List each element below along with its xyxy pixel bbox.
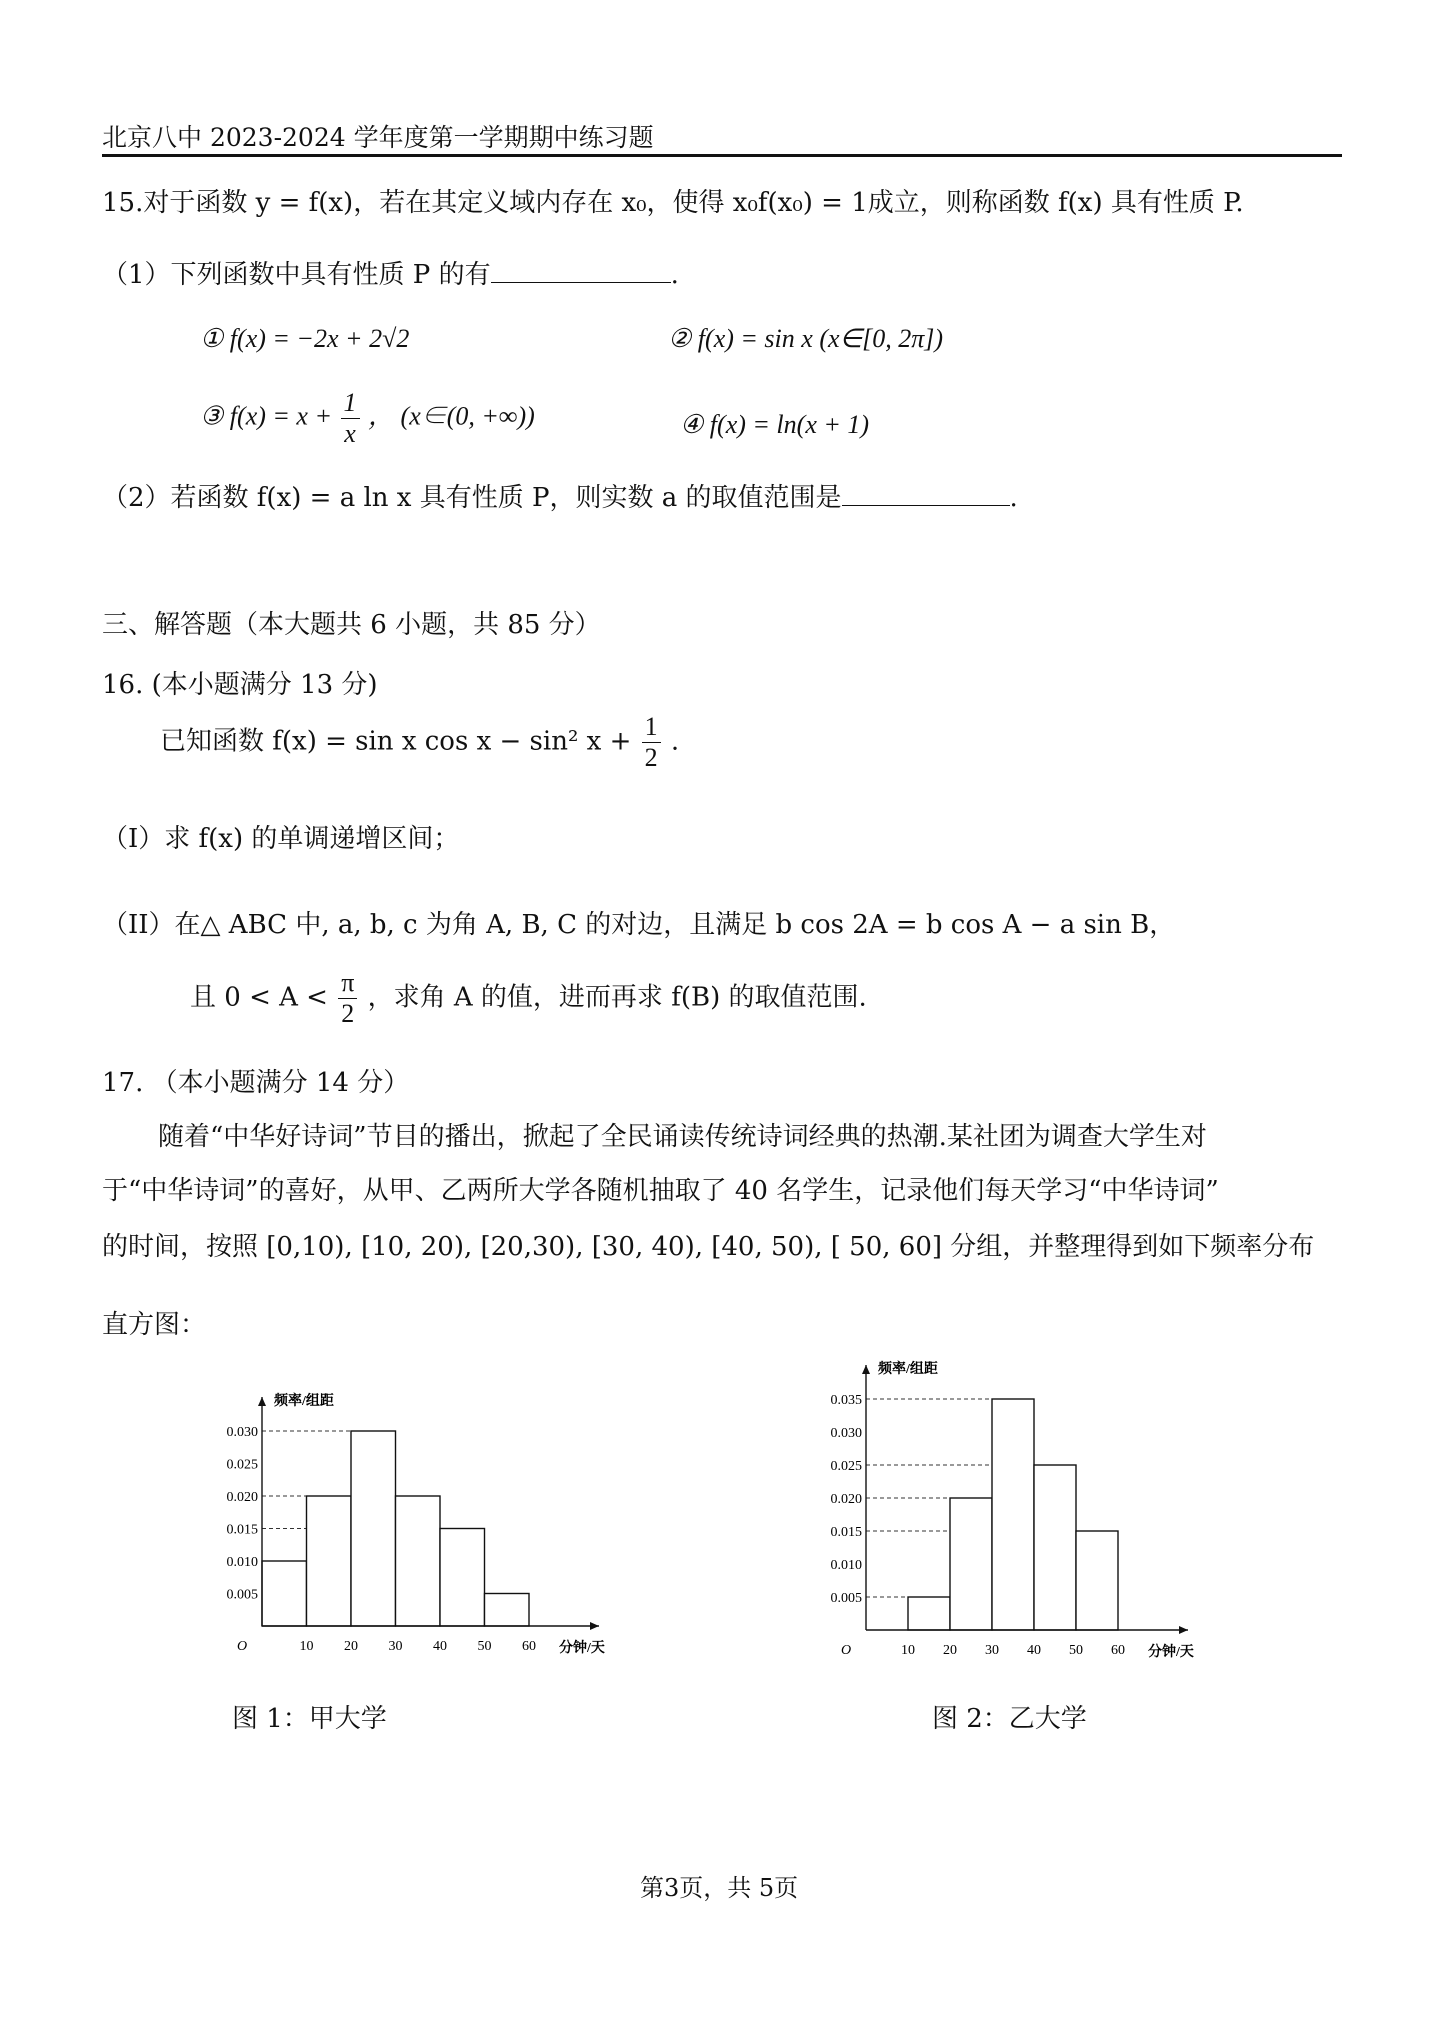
y-axis-label: 频率/组距 [878, 1362, 938, 1377]
q17-text-line: 直方图： [102, 1310, 207, 1340]
histogram-bar [307, 1496, 352, 1626]
y-tick-label: 0.025 [226, 1457, 258, 1473]
q15-option-2: ② f(x) = sin x (x∈[0, 2π]) [668, 324, 944, 353]
histogram-bar [485, 1594, 530, 1627]
q15-option-3-fraction [341, 388, 360, 449]
q15-option-4: ④ f(x) = ln(x + 1) [680, 410, 870, 439]
y-tick-label: 0.010 [830, 1558, 862, 1573]
fraction-numerator: 1 [642, 712, 661, 743]
x-tick-label: 60 [1111, 1643, 1125, 1658]
q17-text-line: 于“中华诗词”的喜好，从甲、乙两所大学各随机抽取了 40 名学生，记录他们每天学习“中华诗词” [102, 1176, 1219, 1206]
x-tick-label: 40 [1027, 1643, 1041, 1658]
y-tick-label: 0.015 [226, 1522, 258, 1538]
y-tick-label: 0.005 [226, 1587, 258, 1603]
x-tick-label: 20 [943, 1643, 957, 1658]
x-axis-label: 分钟/天 [559, 1641, 605, 1656]
page-number: 第3页，共 5页 [640, 1874, 799, 1902]
x-axis-arrow-icon [590, 1622, 599, 1630]
q16-part2-condition-prefix: 且 0 < A < [190, 982, 328, 1013]
q15-option-3-suffix: ， (x∈(0, +∞)) [368, 401, 535, 431]
q16-title: 16. (本小题满分 13 分) [102, 670, 378, 700]
x-tick-label: 10 [901, 1643, 915, 1658]
q17-text-line: 随着“中华好诗词”节目的播出，掀起了全民诵读传统诗词经典的热潮.某社团为调查大学生对 [158, 1122, 1207, 1152]
q17-text-line: 的时间，按照 [0,10), [10, 20), [20,30), [30, 40), [40, 50), [ 50, 60] 分组，并整理得到如下频率分布 [102, 1232, 1315, 1262]
histogram-chart-university-a [200, 1358, 640, 1678]
x-tick-label: 50 [1069, 1643, 1083, 1658]
histogram-bar [262, 1561, 307, 1626]
q15-stem: 15.对于函数 y = f(x)，若在其定义域内存在 x₀，使得 x₀f(x₀) = 1成立，则称函数 f(x) 具有性质 P. [102, 188, 1244, 218]
histogram-bar [908, 1597, 950, 1630]
y-tick-label: 0.010 [226, 1555, 258, 1570]
y-axis-label: 频率/组距 [274, 1394, 334, 1409]
q15-option-3-prefix: ③ f(x) = x + [200, 401, 333, 431]
q16-part2-condition [190, 968, 867, 1029]
x-tick-label: 30 [985, 1643, 999, 1658]
q15-part2-end: . [1009, 483, 1018, 513]
page-header-title: 北京八中 2023-2024 学年度第一学期期中练习题 [102, 123, 654, 152]
q15-part1-label: （1）下列函数中具有性质 P 的有 [102, 260, 491, 290]
fraction-numerator: π [338, 968, 357, 999]
q15-part2 [102, 477, 1018, 514]
q16-part2: （II）在△ ABC 中, a, b, c 为角 A, B, C 的对边，且满足 b cos 2A = b cos A − a sin B， [102, 910, 1176, 940]
answer-blank [491, 278, 671, 283]
q15-part1-end: . [670, 260, 679, 290]
fraction-numerator: 1 [341, 388, 360, 419]
x-tick-label: 40 [433, 1639, 447, 1654]
x-tick-label: 60 [522, 1639, 536, 1654]
histogram-bar [440, 1529, 485, 1627]
answer-blank [842, 501, 1010, 506]
q16-pi-fraction [338, 968, 357, 1029]
y-axis-arrow-icon [862, 1365, 870, 1374]
y-tick-label: 0.035 [830, 1393, 862, 1408]
y-axis-arrow-icon [258, 1397, 266, 1406]
q16-given-prefix: 已知函数 f(x) = sin x cos x − sin² x + [160, 726, 632, 757]
figure-caption: 图 1：甲大学 [232, 1704, 387, 1734]
histogram-bar [351, 1431, 396, 1626]
histogram-bar [992, 1399, 1034, 1630]
q15-option-1: ① f(x) = −2x + 2√2 [200, 324, 410, 353]
fraction-denominator: 2 [341, 998, 355, 1028]
histogram-bar [1076, 1531, 1118, 1630]
x-tick-label: 30 [388, 1639, 403, 1654]
fraction-denominator: 2 [644, 742, 658, 772]
q15-part2-label: （2）若函数 f(x) = a ln x 具有性质 P，则实数 a 的取值范围是 [102, 483, 842, 513]
x-tick-label: 20 [344, 1639, 358, 1654]
y-tick-label: 0.030 [226, 1425, 258, 1440]
x-axis-label: 分钟/天 [1148, 1645, 1194, 1660]
y-tick-label: 0.005 [830, 1591, 862, 1606]
q16-given-end: . [670, 726, 680, 757]
histogram-bar [396, 1496, 441, 1626]
q16-part2-condition-suffix: ，求角 A 的值，进而再求 f(B) 的取值范围. [367, 982, 867, 1013]
figure-caption: 图 2：乙大学 [932, 1704, 1087, 1734]
y-tick-label: 0.025 [830, 1459, 862, 1474]
q15-option-3 [200, 388, 535, 449]
y-tick-label: 0.020 [226, 1490, 258, 1505]
origin-label: O [840, 1643, 852, 1658]
q16-given [160, 712, 679, 773]
y-tick-label: 0.030 [830, 1426, 862, 1441]
y-tick-label: 0.015 [830, 1525, 862, 1540]
section-heading: 三、解答题（本大题共 6 小题，共 85 分） [102, 610, 601, 640]
x-tick-label: 10 [299, 1639, 314, 1654]
q17-title: 17. （本小题满分 14 分） [102, 1068, 410, 1098]
histogram-chart-university-b [800, 1360, 1260, 1680]
q16-part1: （I）求 f(x) 的单调递增区间； [102, 824, 460, 854]
x-axis-arrow-icon [1179, 1626, 1188, 1634]
x-tick-label: 50 [477, 1639, 492, 1654]
fraction-denominator: x [344, 418, 356, 448]
q15-part1 [102, 254, 679, 291]
y-tick-label: 0.020 [830, 1492, 862, 1507]
header-rule [102, 154, 1342, 157]
histogram-bar [950, 1498, 992, 1630]
q16-given-fraction [642, 712, 661, 773]
histogram-bar [1034, 1465, 1076, 1630]
origin-label: O [236, 1639, 248, 1654]
